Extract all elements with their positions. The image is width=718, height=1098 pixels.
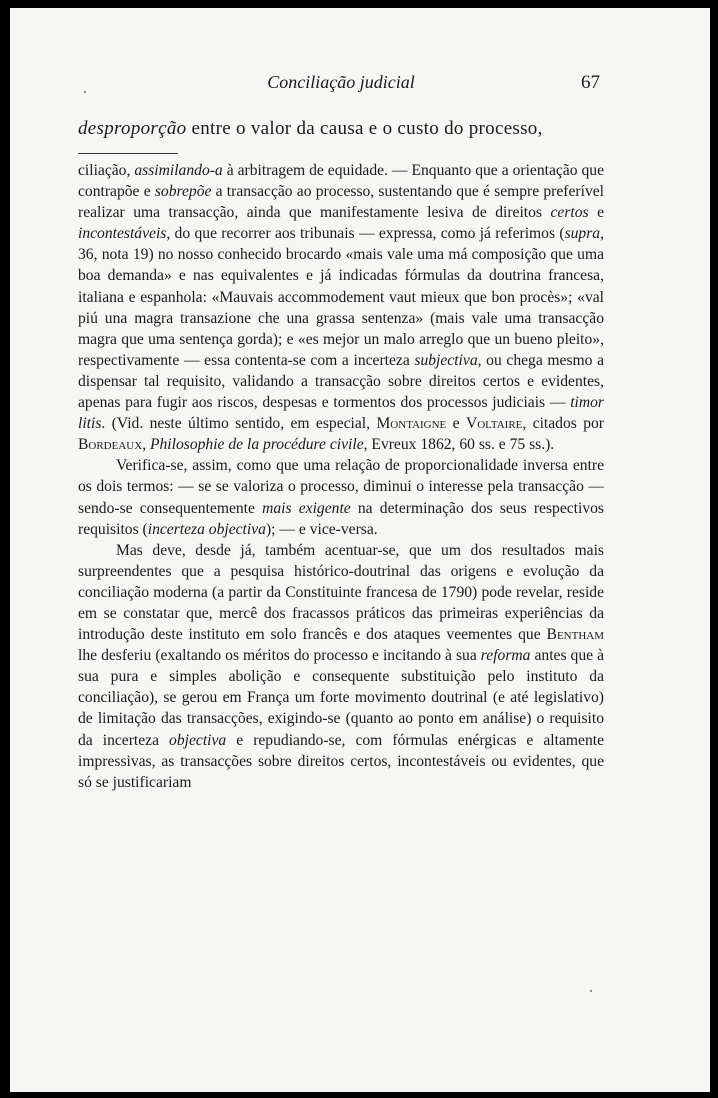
italic-run: mais exigente bbox=[262, 499, 351, 517]
author-name: Montaigne bbox=[376, 415, 447, 433]
running-title: Conciliação judicial bbox=[267, 72, 415, 92]
text-run: ); — e vice-versa. bbox=[265, 520, 378, 538]
author-name: Voltaire bbox=[465, 415, 523, 433]
italic-word: desproporção bbox=[78, 118, 187, 139]
text-run: , ou chega mesmo a dispensar tal requisito, validando a transacção sobre direitos certos e evidentes, apenas para fugir aos riscos, despesas e tormentos dos processos judiciais — bbox=[78, 351, 604, 412]
text-run: ciliação, bbox=[78, 162, 135, 179]
text-run: lhe desferiu (exaltando os méritos do processo e incitando à sua bbox=[78, 647, 481, 665]
italic-run: certos bbox=[550, 204, 589, 222]
text-run: e repudiando-se, com fórmulas enérgicas e altamente impressivas, as transacções sobre direitos certos, incontestáveis ou evidentes, que só se justificariam bbox=[78, 731, 604, 791]
author-name: Bentham bbox=[546, 626, 604, 644]
page-number: 67 bbox=[581, 72, 600, 93]
main-text-rest: entre o valor da causa e o custo do processo, bbox=[186, 118, 543, 139]
main-text-line bbox=[78, 116, 638, 142]
italic-run: objectiva bbox=[169, 731, 227, 749]
italic-run: incontestáveis bbox=[78, 225, 167, 243]
text-run: Verifica-se, assim, como que uma relação de proporcionalidade inversa entre os dois termos: — se se valoriza o processo, diminui o interesse pela transacção — sendo-se consequentemente bbox=[78, 457, 604, 517]
book-page bbox=[10, 8, 710, 1092]
text-run: à arbitragem de equidade. — Enquanto que a orientação que contrapõe e bbox=[78, 162, 605, 201]
text-run: , citados por bbox=[522, 415, 605, 433]
footnote-body bbox=[78, 160, 604, 793]
footnote-paragraph-2 bbox=[78, 455, 604, 539]
page-header bbox=[10, 70, 710, 100]
italic-run: supra bbox=[564, 225, 601, 243]
text-run: , 36, nota 19) no nosso conhecido brocardo «mais vale uma má composição que uma boa demanda» e nas equivalentes e já indicadas fórmulas da doutrina francesa, italiana e espanhola: «Mauvais accommodement vaut mieux que bon procès»; «val piú una magra transazione che una grassa sentenza» (mais vale uma transacção magra que uma sentença gorda); e «es mejor un malo arreglo que un bueno pleito», respectivamente — essa contenta-se com a incerteza bbox=[78, 225, 604, 369]
italic-run: subjectiva bbox=[414, 351, 478, 369]
text-run: , bbox=[142, 436, 150, 454]
italic-run: reforma bbox=[480, 647, 531, 665]
text-run: e bbox=[446, 415, 466, 433]
italic-run: sobrepõe bbox=[154, 183, 212, 201]
book-title: Philosophie de la procédure civile bbox=[149, 436, 364, 454]
italic-run: assimilando-a bbox=[134, 162, 223, 179]
italic-run: timor litis bbox=[78, 394, 604, 433]
text-run: na determinação dos seus respectivos requisitos ( bbox=[78, 499, 604, 538]
text-run: Mas deve, desde já, também acentuar-se, que um dos resultados mais surpreendentes que a pesquisa histórico-doutrinal das origens e evolução da conciliação moderna (a partir da Constituinte francesa de 1790) pode revelar, reside em se constatar que, mercê dos fracassos práticos das primeiras experiências da introdução deste instituto em solo francês e dos ataques veementes que bbox=[78, 541, 604, 644]
footnote-paragraph-3 bbox=[78, 540, 604, 793]
footnote-separator bbox=[78, 153, 178, 154]
text-run: a transacção ao processo, sustentando que é sempre preferível realizar uma transacção, ainda que manifestamente lesiva de direitos bbox=[78, 183, 604, 222]
scan-speck bbox=[84, 91, 86, 93]
text-run: , Evreux 1862, 60 ss. e 75 ss.). bbox=[363, 436, 555, 454]
text-run: antes que à sua pura e simples abolição e consequente substituição pelo instituto da conciliação), se gerou em França um forte movimento doutrinal (e até legislativo) de limitação das transacções, exigindo-se (quanto ao ponto em análise) o requisito da incerteza bbox=[78, 647, 604, 749]
text-run: , do que recorrer aos tribunais — expressa, como já referimos ( bbox=[166, 225, 565, 243]
footnote-paragraph-1 bbox=[78, 160, 604, 455]
italic-run: incerteza objectiva bbox=[147, 520, 266, 538]
author-name: Bordeaux bbox=[78, 436, 143, 454]
text-run: . (Vid. neste último sentido, em especial, bbox=[101, 415, 377, 433]
scan-speck bbox=[590, 990, 592, 992]
text-run: e bbox=[588, 204, 604, 222]
